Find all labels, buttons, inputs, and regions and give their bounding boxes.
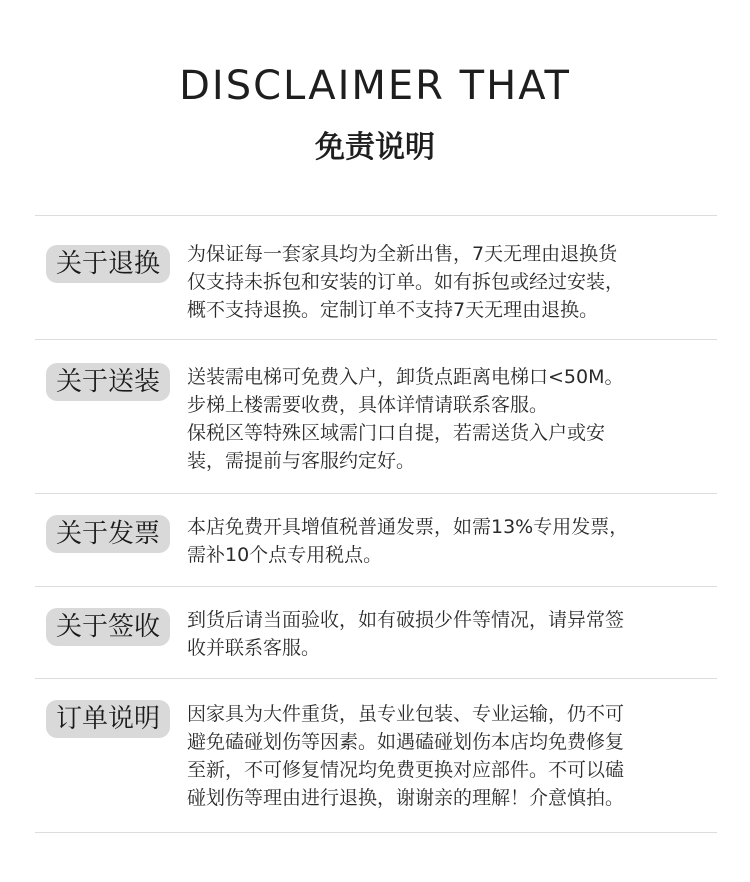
text-line: 至新，不可修复情况均免费更换对应部件。不可以磕 — [187, 759, 625, 781]
text-line: 需补10个点专用税点。 — [187, 544, 383, 566]
text-line: 避免磕碰划伤等因素。如遇磕碰划伤本店均免费修复 — [187, 731, 625, 753]
page-header — [0, 0, 750, 215]
section-label-returns: 关于退换 — [46, 245, 170, 283]
section-label-invoice: 关于发票 — [46, 515, 170, 553]
section-receipt — [0, 586, 750, 678]
section-text-receipt — [187, 606, 699, 662]
section-order-notes — [0, 678, 750, 832]
divider — [35, 832, 717, 833]
section-invoice — [0, 493, 750, 586]
text-line: 送装需电梯可免费入户，卸货点距离电梯口<50M。 — [187, 366, 624, 388]
section-label-receipt: 关于签收 — [46, 608, 170, 646]
section-text-delivery — [187, 363, 699, 475]
page-title-english: DISCLAIMER THAT — [179, 63, 571, 109]
section-text-returns — [187, 240, 699, 324]
text-line: 步梯上楼需要收费，具体详情请联系客服。 — [187, 394, 549, 416]
section-label-order-notes: 订单说明 — [46, 700, 170, 738]
section-returns — [0, 215, 750, 339]
text-line: 到货后请当面验收，如有破损少件等情况，请异常签 — [187, 609, 625, 631]
text-line: 仅支持未拆包和安装的订单。如有拆包或经过安装， — [187, 271, 625, 293]
section-delivery — [0, 339, 750, 493]
text-line: 因家具为大件重货，虽专业包装、专业运输，仍不可 — [187, 703, 625, 725]
section-label-delivery: 关于送装 — [46, 363, 170, 401]
text-line: 碰划伤等理由进行退换，谢谢亲的理解！介意慎拍。 — [187, 787, 625, 809]
section-text-order-notes — [187, 700, 699, 812]
text-line: 保税区等特殊区域需门口自提，若需送货入户或安 — [187, 422, 606, 444]
section-text-invoice — [187, 513, 699, 569]
text-line: 装，需提前与客服约定好。 — [187, 450, 416, 472]
text-line: 为保证每一套家具均为全新出售，7天无理由退换货 — [187, 243, 618, 265]
text-line: 本店免费开具增值税普通发票，如需13%专用发票， — [187, 516, 629, 538]
page-title-chinese: 免责说明 — [315, 130, 435, 165]
text-line: 概不支持退换。定制订单不支持7天无理由退换。 — [187, 299, 599, 321]
text-line: 收并联系客服。 — [187, 637, 321, 659]
